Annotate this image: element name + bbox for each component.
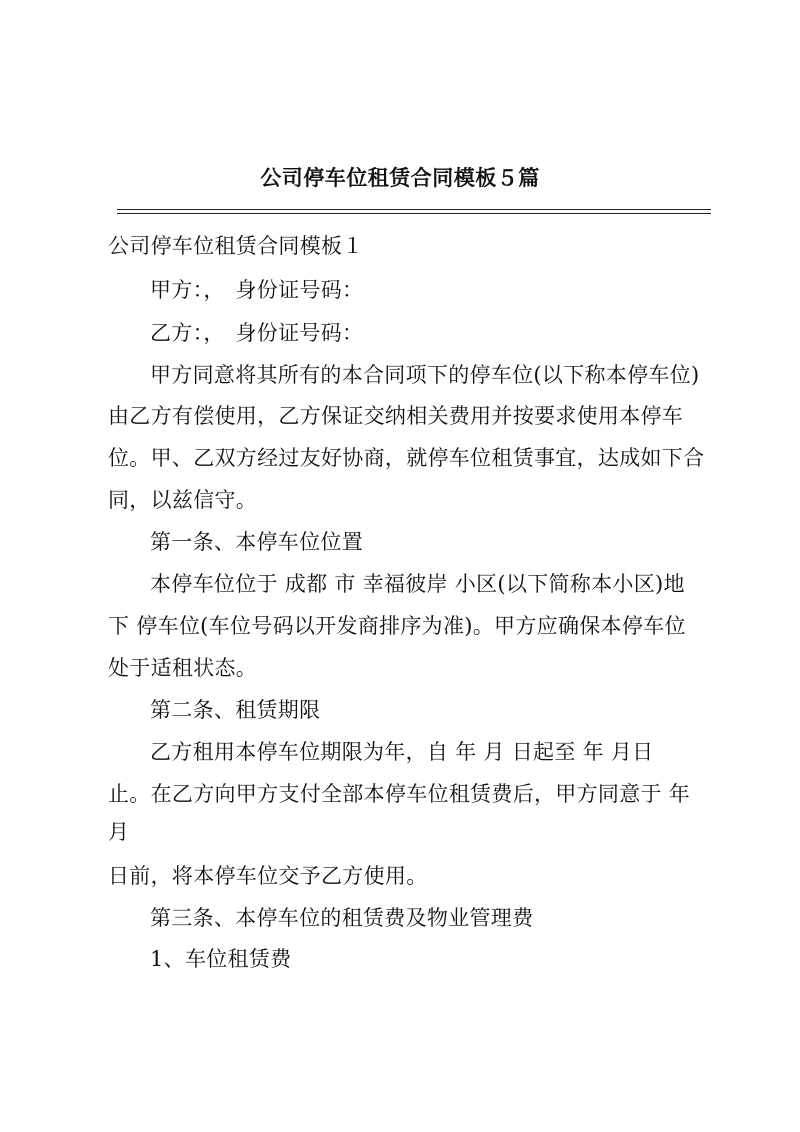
preamble-line: 位。甲、乙双方经过友好协商，就停车位租赁事宜，达成如下合 (108, 446, 705, 470)
article-heading: 第二条、租赁期限 (150, 698, 321, 722)
article-body-line: 处于适租状态。 (108, 656, 258, 680)
article-body-line: 下 停车位(车位号码以开发商排序为准)。甲方应确保本停车位 (108, 614, 686, 638)
clause-heading: 1、车位租赁费 (150, 947, 292, 971)
preamble-line: 同，以兹信守。 (108, 488, 258, 512)
title-divider-bottom (117, 213, 711, 214)
section-heading: 公司停车位租赁合同模板１ (108, 234, 364, 258)
preamble-line: 由乙方有偿使用，乙方保证交纳相关费用并按要求使用本停车 (108, 404, 684, 428)
party-a-line: 甲方：， 身份证号码： (150, 278, 364, 302)
article-body-line: 止。在乙方向甲方支付全部本停车位租赁费后，甲方同意于 年 (108, 782, 691, 806)
title-divider-top (117, 209, 711, 210)
article-heading: 第三条、本停车位的租赁费及物业管理费 (150, 906, 534, 930)
article-heading: 第一条、本停车位位置 (150, 530, 363, 554)
preamble-line: 甲方同意将其所有的本合同项下的停车位(以下称本停车位) (150, 363, 700, 387)
page-title: 公司停车位租赁合同模板５篇 (260, 165, 540, 190)
article-body-line: 本停车位位于 成都 市 幸福彼岸 小区(以下简称本小区)地 (150, 572, 685, 596)
party-b-line: 乙方：， 身份证号码： (150, 321, 364, 345)
article-body-line: 月 (108, 820, 130, 844)
article-body-line: 日前，将本停车位交予乙方使用。 (108, 864, 428, 888)
article-body-line: 乙方租用本停车位期限为年，自 年 月 日起至 年 月日 (150, 740, 654, 764)
